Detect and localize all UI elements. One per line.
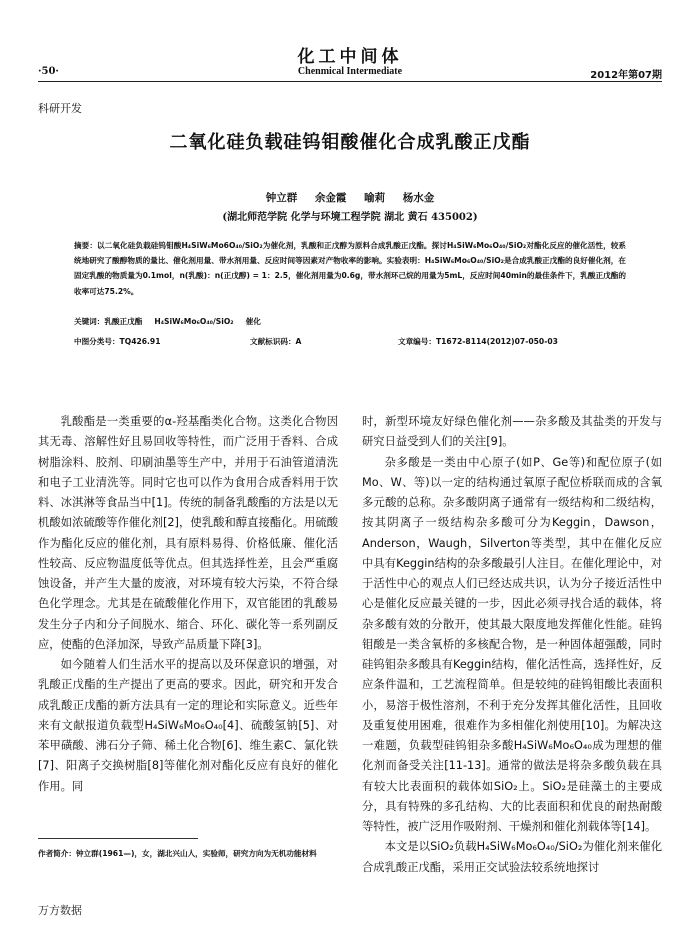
- article-title: 二氧化硅负载硅钨钼酸催化合成乳酸正戊酯: [169, 132, 531, 153]
- journal-title-en: Chenmical Intermediate: [297, 66, 403, 77]
- paragraph: 乳酸酯是一类重要的α-羟基酯类化合物。这类化合物因其无毒、溶解性好且易回收等特性，而广泛用于香料、合成树脂涂料、胶剂、印刷油墨等生产中，并用于石油管道清洗和电子工业清洗等。同时它也可以作为食用合成香料用于饮料、冰淇淋等食品当中[1]。传统的制备乳酸酯的方法是以无机酸如浓硫酸等作催化剂[2]，使乳酸和醇直接酯化。用硫酸作为酯化反应的催化剂，具有原料易得、价格低廉、催化活性较高、反应物温度低等优点。但其选择性差，且会严重腐蚀设备，并产生大量的废液，对环境有较大污染，不符合绿色化学理念。尤其是在硫酸催化作用下，双官能团的乳酸易发生分子内和分子间脱水、缩合、环化、碳化等一系列副反应，使酯的色泽加深，导致产品质量下降[3]。: [38, 415, 338, 651]
- watermark: 万方数据: [38, 904, 82, 917]
- journal-title-cn: 化工中间体: [297, 47, 403, 67]
- author-footnote: 作者简介：钟立群(1961—)，女，湖北兴山人，实验师，研究方向为无机功能材料: [38, 849, 317, 858]
- document-code: 文献标识码：A: [250, 337, 302, 346]
- keyword: 乳酸正戊酯: [104, 317, 143, 326]
- header-rule: [38, 81, 662, 82]
- keyword: 催化: [245, 317, 261, 326]
- keywords-label: 关键词：: [74, 317, 105, 326]
- body-right-column: [362, 412, 662, 878]
- clc-number: 中图分类号：TQ426.91: [74, 337, 161, 346]
- paragraph: 杂多酸是一类由中心原子(如P、Ge等)和配位原子(如Mo、W、等)以一定的结构通过氧原子配位桥联而成的含氧多元酸的总称。杂多酸阴离子通常有一级结构和二级结构，按其阴离子一级结构杂多酸可分为Keggin，Dawson，Anderson，Waugh，Silverton等类型，其中在催化反应中具有Keggin结构的杂多酸最引人注目。在催化理论中，对于活性中心的观点人们已经达成共识，认为分子接近活性中心是催化反应最关键的一步，因此必须寻找合适的载体，将杂多酸有效的分散开，使其最大限度地发挥催化性能。硅钨钼酸是一类含氧桥的多核配合物，是一种固体超强酸，同时硅钨钼杂多酸具有Keggin结构，催化活性高，选择性好，反应条件温和，工艺流程简单。但是较纯的硅钨钼酸比表面积小，易溶于极性溶剂，不利于充分发挥其催化活性，且回收及重复使用困难，很难作为多相催化剂使用[10]。为解决这一难题，负载型硅钨钼杂多酸H₄SiW₆Mo₆O₄₀成为理想的催化剂而备受关注[11-13]。通常的做法是将杂多酸负载在具有较大比表面积的载体如SiO₂上。SiO₂是硅藻土的主要成分，具有特殊的多孔结构、大的比表面积和优良的耐热耐酸等特性，被广泛用作吸附剂、干燥剂和催化剂载体等[14]。: [362, 455, 662, 833]
- article-number: 文章编号：T1672-8114(2012)07-050-03: [398, 337, 558, 346]
- issue-label: 2012年第07期: [590, 70, 662, 81]
- abstract-text: 以二氧化硅负载硅钨钼酸H₄SiW₆Mo6O₄₀/SiO₂为催化剂，乳酸和正戊醇为原料合成乳酸正戊酯。探讨H₄SiW₆Mo₆O₄₀/SiO₂对酯化反应的催化活性，较系统地研究了酸醇物质的量比、催化剂用量、带水剂用量、反应时间等因素对产物收率的影响。实验表明：H₄SiW₆Mo₆O₄₀/SiO₂是合成乳酸正戊酯的良好催化剂，在固定乳酸的物质量为0.1mol，n(乳酸)：n(正戊醇) = 1：2.5，催化剂用量为0.6g，带水剂环己烷的用量为5mL，反应时间40min的最佳条件下，乳酸正戊酯的收率可达75.2%。: [74, 241, 627, 296]
- abstract: [74, 238, 626, 299]
- keyword: H₄SiW₆Mo₆O₄₀/SiO₂: [154, 317, 234, 326]
- keywords: [74, 316, 261, 327]
- footnote-rule: [38, 838, 198, 839]
- running-header: [38, 66, 662, 80]
- section-label: 科研开发: [38, 102, 82, 115]
- paragraph: 本文是以SiO₂负载H₄SiW₆Mo₆O₄₀/SiO₂为催化剂来催化合成乳酸正戊酯，采用正交试验法较系统地探讨: [362, 840, 662, 874]
- paragraph: 如今随着人们生活水平的提高以及环保意识的增强，对乳酸正戊酯的生产提出了更高的要求。因此，研究和开发合成乳酸正戊酯的新方法具有一定的理论和实际意义。近些年来有文献报道负载型H₄SiW₆Mo₆O₄₀[4]、硫酸氢钠[5]、对苯甲磺酸、沸石分子筛、稀土化合物[6]、维生素C、氯化铁[7]、阳离子交换树脂[8]等催化剂对酯化反应有良好的催化作用。同: [38, 658, 338, 793]
- classification-row: [74, 336, 626, 348]
- abstract-label: 摘要：: [74, 241, 98, 250]
- authors: 钟立群 余金霞 喻莉 杨水金: [265, 192, 435, 204]
- paragraph: 时，新型环境友好绿色催化剂——杂多酸及其盐类的开发与研究日益受到人们的关注[9]。: [362, 415, 662, 449]
- body-left-column: [38, 412, 338, 797]
- affiliation: (湖北师范学院 化学与环境工程学院 湖北 黄石 435002): [222, 212, 478, 223]
- page-number: ·50·: [38, 66, 59, 77]
